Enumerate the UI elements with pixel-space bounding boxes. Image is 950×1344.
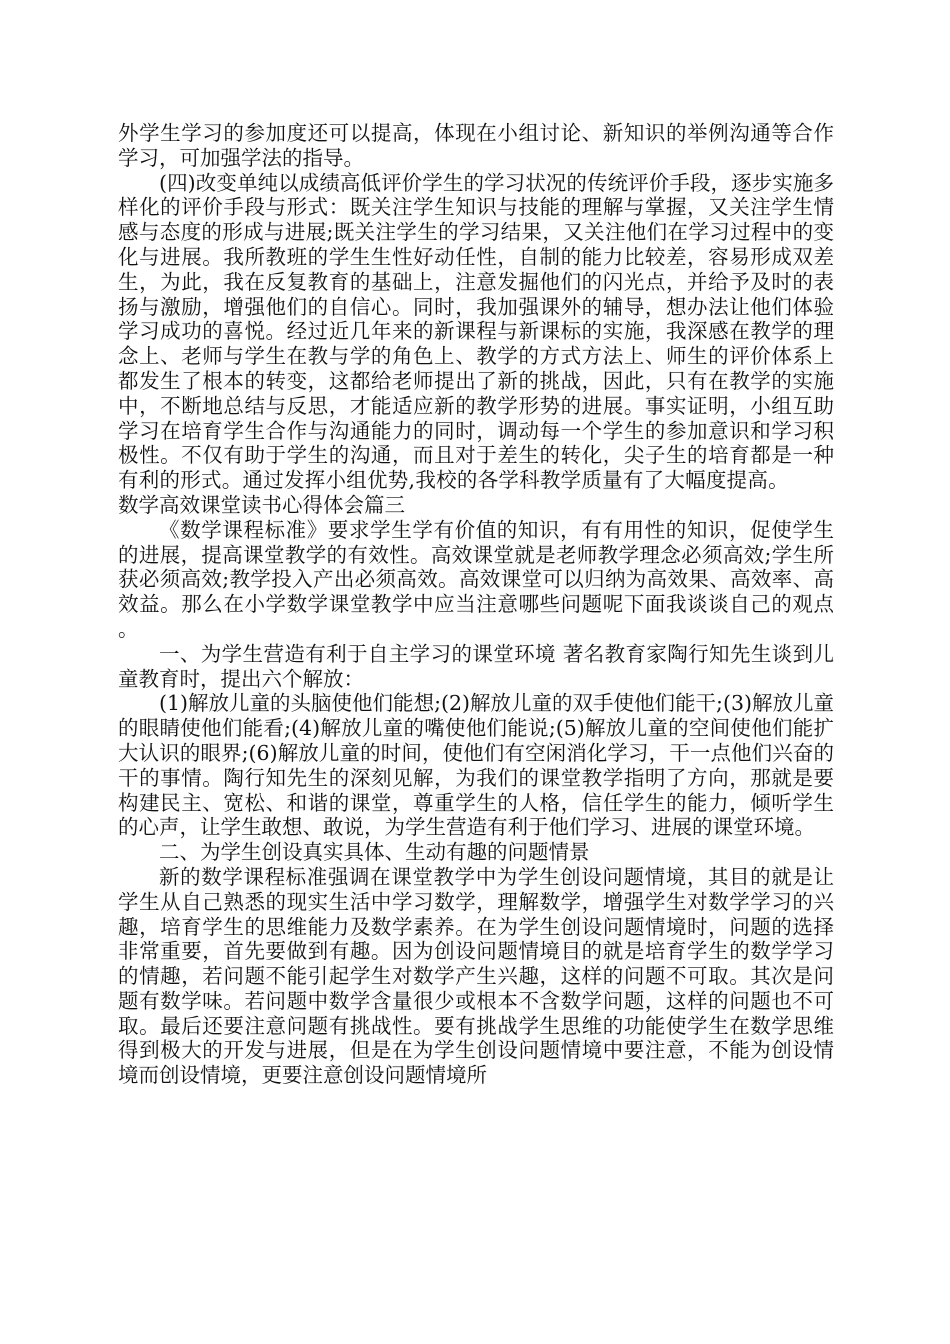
paragraph-4 xyxy=(118,642,834,692)
section-heading: 数学高效课堂读书心得体会篇三 xyxy=(118,492,405,517)
paragraph-7 xyxy=(118,865,834,1088)
paragraph-text: 外学生学习的参加度还可以提高，体现在小组讨论、新知识的举例沟通等合作学习，可加强学法的指导。 xyxy=(118,121,834,170)
paragraph-text: 一、为学生营造有利于自主学习的课堂环境 著名教育家陶行知先生谈到儿童教育时，提出六个解放： xyxy=(118,641,834,691)
paragraph-5 xyxy=(118,691,834,840)
paragraph-text: 新的数学课程标准强调在课堂教学中为学生创设问题情境，其目的就是让学生从自己熟悉的现实生活中学习数学，理解数学，增强学生对数学学习的兴趣，培育学生的思维能力及数学素养。在为学生创设问题情境时，问题的选择非常重要，首先要做到有趣。因为创设问题情境目的就是培育学生的数学学习的情趣，若问题不能引起学生对数学产生兴趣，这样的问题不可取。其次是问题有数学味。若问题中数学含量很少或根本不含数学问题，这样的问题也不可取。最后还要注意问题有挑战性。要有挑战学生思维的功能使学生在数学思维得到极大的开发与进展，但是在为学生创设问题情境中要注意，不能为创设情境而创设情境，更要注意创设问题情境所 xyxy=(118,864,834,1088)
document-body xyxy=(118,121,834,1088)
paragraph-text: (1)解放儿童的头脑使他们能想;(2)解放儿童的双手使他们能干;(3)解放儿童的眼睛使他们能看;(4)解放儿童的嘴使他们能说;(5)解放儿童的空间使他们能扩大认识的眼界;(6)解放儿童的时间，使他们有空闲消化学习，干一点他们兴奋的干的事情。陶行知先生的深刻见解，为我们的课堂教学指明了方向，那就是要构建民主、宽松、和谐的课堂，尊重学生的人格，信任学生的能力，倾听学生的心声，让学生敢想、敢说，为学生营造有利于他们学习、进展的课堂环境。 xyxy=(118,691,834,840)
paragraph-2 xyxy=(118,171,834,518)
paragraph-6 xyxy=(118,840,834,865)
paragraph-text: (四)改变单纯以成绩高低评价学生的学习状况的传统评价手段，逐步实施多样化的评价手段与形式：既关注学生知识与技能的理解与掌握，又关注学生情感与态度的形成与进展;既关注学生的学习结果，又关注他们在学习过程中的变化与进展。我所教班的学生生性好动任性，自制的能力比较差，容易形成双差生，为此，我在反复教育的基础上，注意发掘他们的闪光点，并给予及时的表扬与激励，增强他们的自信心。同时，我加强课外的辅导，想办法让他们体验学习成功的喜悦。经过近几年来的新课程与新课标的实施，我深感在教学的理念上、老师与学生在教与学的角色上、教学的方式方法上、师生的评价体系上都发生了根本的转变，这都给老师提出了新的挑战，因此，只有在教学的实施中，不断地总结与反思，才能适应新的教学形势的进展。事实证明，小组互助学习在培育学生合作与沟通能力的同时，调动每一个学生的参加意识和学习积极性。不仅有助于学生的沟通，而且对于差生的转化，尖子生的培育都是一种有利的形式。通过发挥小组优势,我校的各学科教学质量有了大幅度提高。 xyxy=(118,170,834,493)
paragraph-1 xyxy=(118,121,834,171)
paragraph-text: 《数学课程标准》要求学生学有价值的知识，有有用性的知识，促使学生的进展，提高课堂教学的有效性。高效课堂就是老师教学理念必须高效;学生所获必须高效;教学投入产出必须高效。高效课堂可以归纳为高效果、高效率、高效益。那么在小学数学课堂教学中应当注意哪些问题呢下面我谈谈自己的观点。 xyxy=(118,517,834,641)
paragraph-text: 二、为学生创设真实具体、生动有趣的问题情景 xyxy=(159,840,590,865)
paragraph-3 xyxy=(118,518,834,642)
